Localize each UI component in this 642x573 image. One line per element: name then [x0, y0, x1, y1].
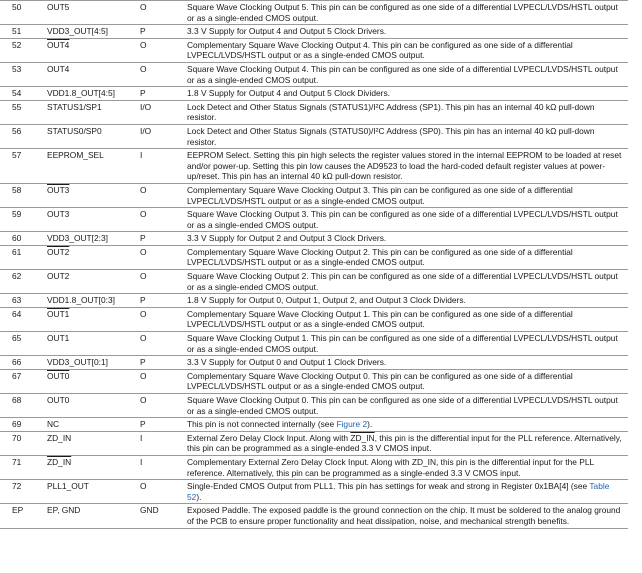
pin-mnemonic-text: STATUS0/SP0 [47, 125, 102, 136]
pin-mnemonic [43, 149, 136, 184]
pin-description [183, 294, 628, 308]
pin-mnemonic [43, 232, 136, 246]
pin-mnemonic-text: VDD3_OUT[0:1] [47, 357, 108, 368]
pin-mnemonic-text: OUT2 [47, 246, 70, 257]
pin-type: I/O [136, 124, 183, 148]
pin-number: 70 [0, 431, 43, 455]
table-row [0, 418, 628, 432]
pin-description [183, 480, 628, 504]
pin-description-text: Square Wave Clocking Output 5. This pin can be configured as one side of a differential LVPECL/LVDS/HSTL output or as a single-ended CMOS output. [187, 2, 618, 23]
figure-2-link[interactable]: Figure 2 [336, 419, 368, 430]
pin-number: 60 [0, 232, 43, 246]
pin-description-text: This pin is not connected internally (see [187, 419, 337, 430]
pin-description-text: 1.8 V Supply for Output 0, Output 1, Output 2, and Output 3 Clock Dividers. [187, 295, 466, 306]
pin-description-text: Complementary Square Wave Clocking Output 2. This pin can be configured as one side of a differential LVPECL/LVDS/HSTL output or as a single-ended CMOS output. [187, 246, 573, 268]
pin-mnemonic-text: VDD1.8_OUT[0:3] [47, 295, 115, 306]
pin-number: 52 [0, 38, 43, 62]
pin-description-text: 1.8 V Supply for Output 4 and Output 5 Clock Dividers. [187, 88, 390, 99]
pin-mnemonic-text: EEPROM_SEL [47, 150, 104, 161]
pin-description-text: Square Wave Clocking Output 2. This pin can be configured as one side of a differential LVPECL/LVDS/HSTL output or as a single-ended CMOS output. [187, 271, 618, 292]
pin-number: 65 [0, 332, 43, 356]
pin-mnemonic-text: OUT4 [47, 39, 70, 50]
pin-mnemonic [43, 245, 136, 269]
pin-mnemonic [43, 369, 136, 393]
pin-mnemonic [43, 183, 136, 207]
pin-description [183, 369, 628, 393]
pin-number: 50 [0, 1, 43, 25]
pin-mnemonic-text: PLL1_OUT [47, 481, 89, 492]
pin-description-text: Complementary Square Wave Clocking Output 1. This pin can be configured as one side of a differential LVPECL/LVDS/HSTL output or as a single-ended CMOS output. [187, 308, 573, 330]
pin-mnemonic-text: OUT1 [47, 308, 70, 319]
pin-mnemonic [43, 418, 136, 432]
pin-mnemonic-text: VDD3_OUT[2:3] [47, 233, 108, 244]
pin-number: 55 [0, 100, 43, 124]
pin-mnemonic [43, 455, 136, 479]
pin-number: 51 [0, 25, 43, 39]
pin-description-text: EEPROM Select. Setting this pin high selects the register values stored in the internal EEPROM to be loaded at reset and/or power-up. Setting this pin low causes the AD9523 to load the hard-coded default register values at power-up/reset. This pin has an internal 40 kΩ pull-down resistor. [187, 150, 622, 182]
table-row [0, 307, 628, 331]
pin-type: I [136, 431, 183, 455]
pin-description-text: Square Wave Clocking Output 1. This pin can be configured as one side of a differential LVPECL/LVDS/HSTL output or as a single-ended CMOS output. [187, 333, 618, 354]
pin-mnemonic [43, 124, 136, 148]
pin-mnemonic [43, 332, 136, 356]
table-row [0, 208, 628, 232]
pin-description-text: Complementary Square Wave Clocking Output 4. This pin can be configured as one side of a differential LVPECL/LVDS/HSTL output or as a single-ended CMOS output. [187, 39, 573, 61]
pin-mnemonic-text: OUT0 [47, 395, 70, 406]
pin-type: O [136, 369, 183, 393]
pin-type: P [136, 356, 183, 370]
pin-number: 72 [0, 480, 43, 504]
pin-type: P [136, 87, 183, 101]
pin-description-text: Square Wave Clocking Output 4. This pin can be configured as one side of a differential LVPECL/LVDS/HSTL output or as a single-ended CMOS output. [187, 63, 618, 85]
pin-description [183, 38, 628, 62]
pin-mnemonic-text: OUT4 [47, 63, 70, 74]
pin-type: I [136, 455, 183, 479]
pin-mnemonic-text: ZD_IN [47, 456, 72, 467]
pin-description [183, 418, 628, 432]
pin-description [183, 149, 628, 184]
pin-description [183, 25, 628, 39]
pin-number: 66 [0, 356, 43, 370]
pin-description [183, 332, 628, 356]
table-row [0, 232, 628, 246]
table-row [0, 332, 628, 356]
pin-description-tail: , this pin is the differential input for the PLL reference. Alternatively, this pin can be programmed as a single-ended 3.3 V CMOS input. [187, 432, 622, 454]
table-row [0, 183, 628, 207]
table-row [0, 100, 628, 124]
pin-mnemonic-text: OUT3 [47, 184, 70, 195]
pin-mnemonic [43, 504, 136, 528]
table-row [0, 394, 628, 418]
pin-description-text: Complementary Square Wave Clocking Output 0. This pin can be configured as one side of a differential LVPECL/LVDS/HSTL output or as a single-ended CMOS output. [187, 370, 573, 392]
pin-description-text: Complementary Square Wave Clocking Output 3. This pin can be configured as one side of a differential LVPECL/LVDS/HSTL output or as a single-ended CMOS output. [187, 184, 573, 206]
pin-mnemonic [43, 431, 136, 455]
pin-number: 53 [0, 62, 43, 86]
pin-number: 67 [0, 369, 43, 393]
pin-type: O [136, 394, 183, 418]
pin-type: P [136, 25, 183, 39]
pin-mnemonic [43, 100, 136, 124]
table-row [0, 149, 628, 184]
pin-description-text: Square Wave Clocking Output 3. This pin can be configured as one side of a differential LVPECL/LVDS/HSTL output or as a single-ended CMOS output. [187, 209, 618, 230]
pin-type: O [136, 245, 183, 269]
pin-mnemonic-text: OUT0 [47, 370, 70, 381]
table-row [0, 62, 628, 86]
pin-type: O [136, 62, 183, 86]
pin-type: P [136, 418, 183, 432]
pin-type: I [136, 149, 183, 184]
pin-number: 64 [0, 307, 43, 331]
table-row [0, 87, 628, 101]
pin-description [183, 1, 628, 25]
pin-mnemonic [43, 1, 136, 25]
table-row [0, 25, 628, 39]
table-52-link[interactable]: Table 52 [187, 481, 610, 502]
pin-mnemonic [43, 25, 136, 39]
pin-mnemonic-text: VDD3_OUT[4:5] [47, 26, 108, 37]
pin-number: 71 [0, 455, 43, 479]
pin-description-text: Lock Detect and Other Status Signals (STATUS0)/I²C Address (SP0). This pin has an internal 40 kΩ pull-down resistor. [187, 125, 595, 147]
pin-type: O [136, 1, 183, 25]
pin-description-text: 3.3 V Supply for Output 4 and Output 5 Clock Drivers. [187, 26, 387, 37]
pin-description [183, 183, 628, 207]
pin-description [183, 394, 628, 418]
pin-table-body [0, 1, 628, 529]
pin-mnemonic-text: EP, GND [47, 505, 81, 516]
pin-description-text: Complementary External Zero Delay Clock Input. Along with ZD_IN, this pin is the differential input for the PLL reference. Alternatively, this pin can be programmed as a single-ended 3.3 V CMOS input. [187, 456, 594, 478]
pin-description-tail: ). [367, 419, 373, 430]
pin-mnemonic [43, 356, 136, 370]
pin-description [183, 245, 628, 269]
pin-type: O [136, 208, 183, 232]
pin-number: 59 [0, 208, 43, 232]
table-row [0, 270, 628, 294]
pin-mnemonic-text: OUT3 [47, 209, 70, 220]
pin-description-text: 3.3 V Supply for Output 0 and Output 1 Clock Drivers. [187, 357, 387, 368]
pin-mnemonic [43, 62, 136, 86]
pin-description [183, 208, 628, 232]
table-row [0, 480, 628, 504]
pin-type: I/O [136, 100, 183, 124]
table-row [0, 356, 628, 370]
pin-mnemonic [43, 394, 136, 418]
pin-description-text: 3.3 V Supply for Output 2 and Output 3 Clock Drivers. [187, 233, 387, 244]
pin-description [183, 504, 628, 528]
pin-number: 57 [0, 149, 43, 184]
pin-description [183, 62, 628, 86]
pin-description-tail: ). [196, 491, 202, 502]
pin-number: 58 [0, 183, 43, 207]
pin-number: 62 [0, 270, 43, 294]
pin-description-text: Single-Ended CMOS Output from PLL1. This pin has settings for weak and strong in Register 0x1BA[4] (see [187, 481, 590, 492]
pin-description-text: Square Wave Clocking Output 0. This pin can be configured as one side of a differential LVPECL/LVDS/HSTL output or as a single-ended CMOS output. [187, 395, 618, 416]
pin-description-text: Lock Detect and Other Status Signals (STATUS1)/I²C Address (SP1). This pin has an internal 40 kΩ pull-down resistor. [187, 101, 595, 123]
pin-mnemonic [43, 294, 136, 308]
pin-type: P [136, 294, 183, 308]
pin-mnemonic [43, 480, 136, 504]
pin-mnemonic-text: OUT2 [47, 271, 70, 282]
pin-mnemonic-text: NC [47, 419, 60, 430]
table-row [0, 294, 628, 308]
pin-mnemonic [43, 307, 136, 331]
table-row [0, 504, 628, 528]
pin-mnemonic-text: OUT5 [47, 2, 70, 12]
pin-type: O [136, 332, 183, 356]
pin-mnemonic-text: VDD1.8_OUT[4:5] [47, 88, 115, 99]
pin-mnemonic-text: OUT1 [47, 333, 70, 344]
table-row [0, 431, 628, 455]
pin-number: 68 [0, 394, 43, 418]
pin-description [183, 270, 628, 294]
table-row [0, 38, 628, 62]
pin-description [183, 100, 628, 124]
pin-type: O [136, 270, 183, 294]
pin-number: 69 [0, 418, 43, 432]
pin-description [183, 232, 628, 246]
pin-number: 63 [0, 294, 43, 308]
pin-mnemonic [43, 38, 136, 62]
pin-type: O [136, 183, 183, 207]
pin-mnemonic-text: ZD_IN [47, 432, 72, 443]
pin-description [183, 356, 628, 370]
pin-description [183, 431, 628, 455]
pin-type: O [136, 480, 183, 504]
pin-description [183, 307, 628, 331]
table-row [0, 245, 628, 269]
pin-description [183, 124, 628, 148]
pin-type: GND [136, 504, 183, 528]
pin-type: P [136, 232, 183, 246]
table-row [0, 124, 628, 148]
pin-type: O [136, 307, 183, 331]
pin-mnemonic [43, 270, 136, 294]
pin-number: EP [0, 504, 43, 528]
table-row [0, 455, 628, 479]
pin-description [183, 455, 628, 479]
pin-mnemonic [43, 208, 136, 232]
pin-number: 61 [0, 245, 43, 269]
pin-number: 54 [0, 87, 43, 101]
pin-description-text: Exposed Paddle. The exposed paddle is the ground connection on the chip. It must be soldered to the analog ground of the PCB to ensure proper functionality and heat dissipation, noise, and mechanical strength benefits. [187, 505, 621, 526]
pin-description-text: External Zero Delay Clock Input. Along with [187, 432, 351, 443]
pin-mnemonic-text: STATUS1/SP1 [47, 101, 102, 112]
pin-description-overline: ZD_IN [350, 432, 375, 443]
pin-type: O [136, 38, 183, 62]
table-row [0, 1, 628, 25]
pin-number: 56 [0, 124, 43, 148]
table-row [0, 369, 628, 393]
pin-description [183, 87, 628, 101]
pin-mnemonic [43, 87, 136, 101]
